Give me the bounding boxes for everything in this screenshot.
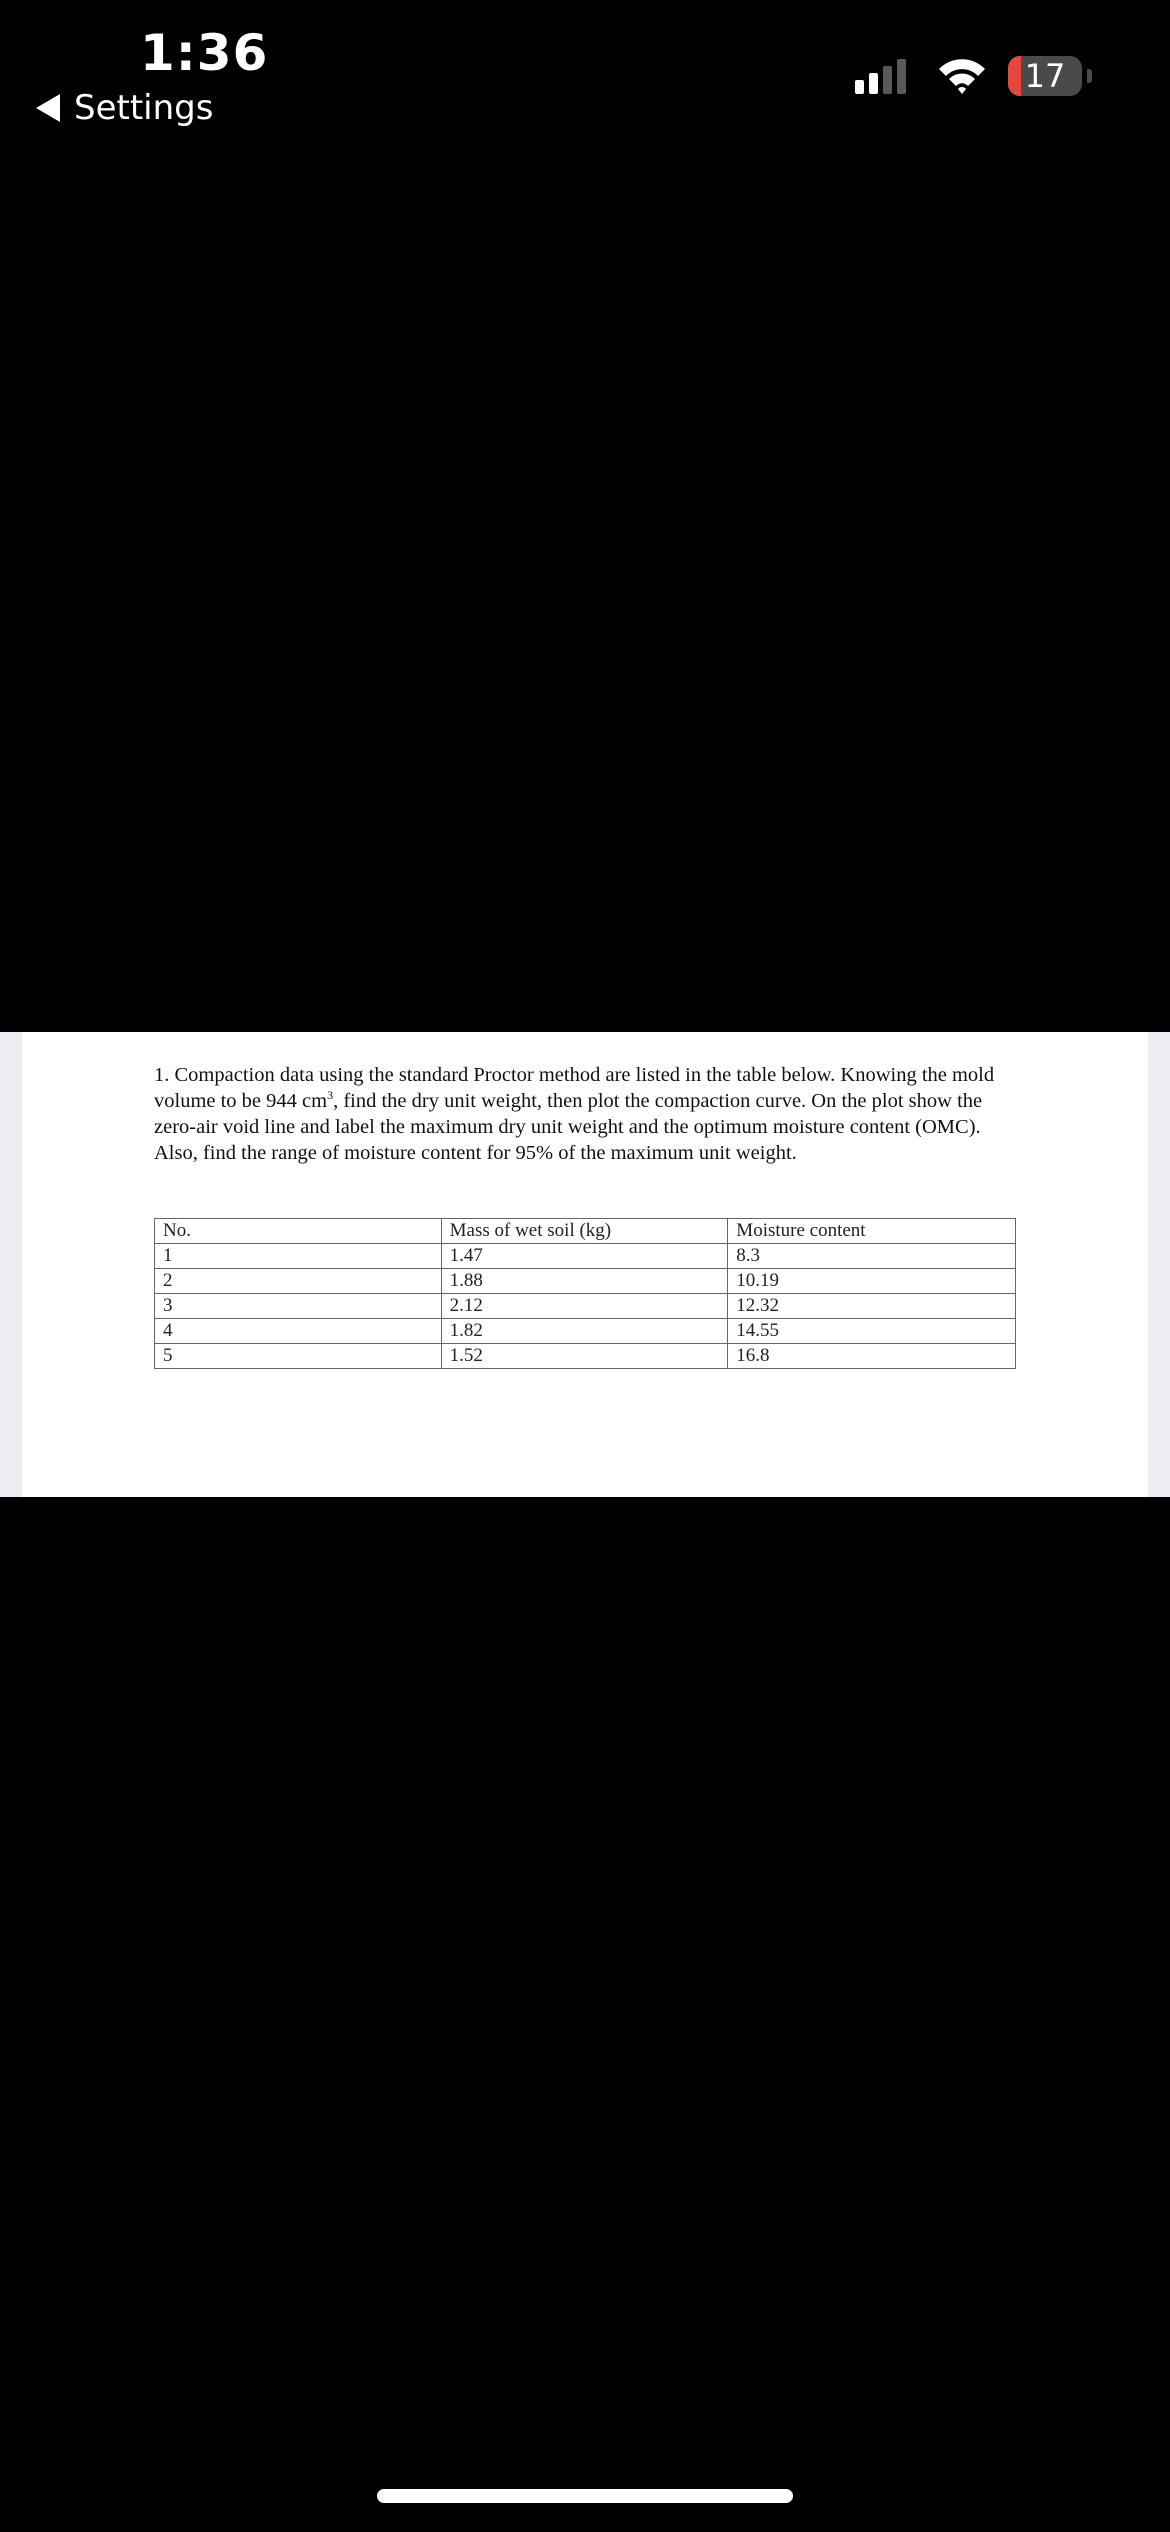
question-text: [154, 1062, 1020, 1166]
table-row: [155, 1344, 1016, 1369]
table-cell: 1: [155, 1244, 442, 1269]
table-cell: 8.3: [728, 1244, 1016, 1269]
battery-cap: [1087, 69, 1092, 83]
cellular-signal-icon: [855, 58, 906, 94]
table-header-row: [155, 1219, 1016, 1244]
table-cell: 2: [155, 1269, 442, 1294]
question-text-part-2: , find the dry unit weight, then plot the compaction curve. On the plot show the zero-air void line and label the maximum dry unit weight and the optimum moisture content (OMC). Also, find the range of moisture content for 95% of the maximum unit weight.: [154, 1090, 983, 1164]
document-image: [0, 1032, 1170, 1497]
question-text-part-1: 1. Compaction data using the standard Proctor method are listed in the table below. Knowing the mold volume to be 944 cm: [154, 1064, 995, 1112]
signal-bar: [883, 66, 892, 94]
back-link-label: Settings: [74, 88, 214, 128]
table-row: [155, 1269, 1016, 1294]
status-time: 1:36: [140, 24, 269, 82]
table-cell: 12.32: [728, 1294, 1016, 1319]
compaction-data-table: [154, 1218, 1016, 1369]
table-row: [155, 1294, 1016, 1319]
signal-bar: [855, 80, 864, 94]
battery-icon: [1008, 56, 1082, 96]
table-header-cell: Moisture content: [728, 1219, 1016, 1244]
home-indicator[interactable]: [377, 2489, 793, 2503]
table-body: [155, 1219, 1016, 1369]
battery-percent: 17: [1024, 57, 1066, 95]
table-cell: 16.8: [728, 1344, 1016, 1369]
table-cell: 10.19: [728, 1269, 1016, 1294]
table-row: [155, 1319, 1016, 1344]
table-cell: 4: [155, 1319, 442, 1344]
table-cell: 1.47: [441, 1244, 728, 1269]
signal-bar: [897, 59, 906, 94]
table-cell: 1.82: [441, 1319, 728, 1344]
table-cell: 3: [155, 1294, 442, 1319]
table-cell: 1.88: [441, 1269, 728, 1294]
wifi-icon: [937, 56, 987, 96]
table-cell: 5: [155, 1344, 442, 1369]
table-row: [155, 1244, 1016, 1269]
table-header-cell: No.: [155, 1219, 442, 1244]
back-to-settings-link[interactable]: [36, 88, 213, 128]
document-right-margin: [1148, 1032, 1170, 1497]
table-cell: 1.52: [441, 1344, 728, 1369]
table-cell: 14.55: [728, 1319, 1016, 1344]
back-triangle-icon: [36, 94, 60, 122]
table-header-cell: Mass of wet soil (kg): [441, 1219, 728, 1244]
signal-bar: [869, 73, 878, 94]
document-left-margin: [0, 1032, 22, 1497]
question-superscript: 3: [327, 1088, 334, 1103]
table-cell: 2.12: [441, 1294, 728, 1319]
